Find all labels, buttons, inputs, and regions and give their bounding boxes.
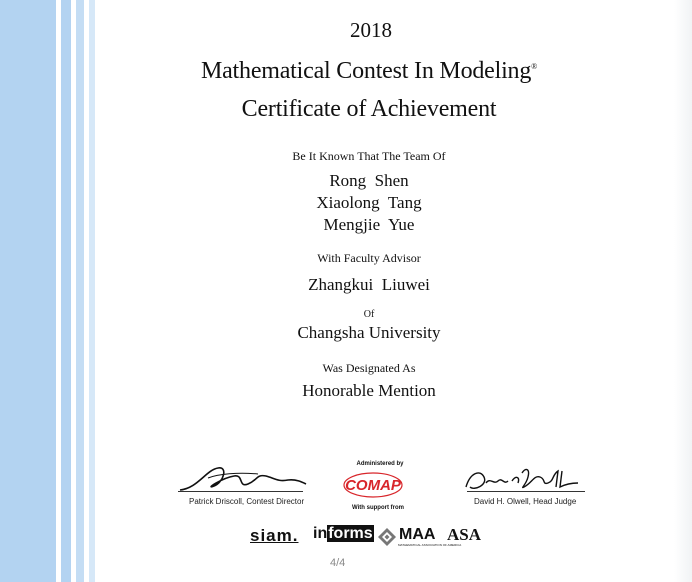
director-signature [178, 460, 308, 498]
advisor-label: With Faculty Advisor [317, 251, 421, 265]
team-member-3: Mengjie Yue [323, 215, 415, 234]
contest-title-text: Mathematical Contest In Modeling [200, 58, 532, 84]
certificate-title: Certificate of Achievement [241, 96, 497, 122]
contest-title [28, 58, 692, 85]
certificate-year: 2018 [350, 18, 392, 42]
comap-logo-text: COMAP [345, 477, 401, 494]
director-caption: Patrick Driscoll, Contest Director [189, 497, 305, 506]
head-judge-signature-line [467, 491, 585, 492]
informs-logo [313, 525, 374, 543]
team-intro: Be It Known That The Team Of [292, 149, 446, 163]
of-label: Of [363, 309, 375, 320]
informs-logo-prefix: in [313, 525, 328, 542]
administered-label: Administered by [356, 461, 404, 467]
page-indicator: 4/4 [330, 557, 346, 569]
team-member-1: Rong Shen [329, 171, 409, 190]
informs-logo-box: forms [328, 525, 373, 542]
asa-logo: ASA [447, 525, 482, 544]
award-level: Honorable Mention [302, 381, 436, 400]
siam-logo: siam. [250, 526, 299, 545]
director-signature-line [178, 491, 303, 492]
maa-logo-subtitle: MATHEMATICAL ASSOCIATION OF AMERICA [398, 543, 462, 547]
maa-emblem-icon [377, 527, 397, 547]
comap-logo [342, 469, 404, 499]
designated-label: Was Designated As [322, 361, 416, 375]
advisor-name: Zhangkui Liuwei [308, 275, 430, 294]
maa-logo: MAA [399, 526, 436, 543]
registered-mark: ® [531, 62, 538, 71]
university-name: Changsha University [297, 323, 441, 342]
head-judge-caption: David H. Olwell, Head Judge [474, 497, 577, 506]
team-member-2: Xiaolong Tang [316, 193, 422, 212]
support-label: With support from [352, 505, 404, 511]
head-judge-signature [460, 463, 588, 499]
